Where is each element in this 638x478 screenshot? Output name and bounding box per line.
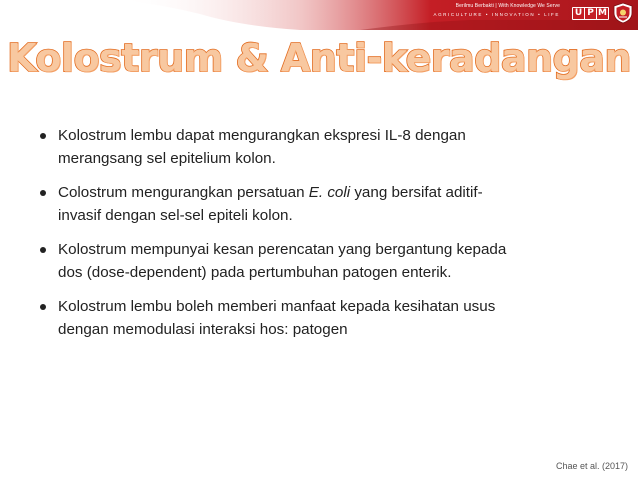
logo-letter-p: P <box>585 8 596 19</box>
upm-logo <box>572 2 634 24</box>
bullet-italic-text: E. coli <box>308 184 351 201</box>
bullet-text: Kolostrum lembu boleh memberi manfaat kepada kesihatan usus dengan memodulasi interaksi hos: patogen <box>58 298 496 338</box>
bullet-dot-icon <box>40 304 46 310</box>
tagline-line-1: Berilmu Berbakti | With Knowledge We Serve <box>455 3 560 9</box>
bullet-dot-icon <box>40 247 46 253</box>
bullet-text-continued: yang bersifat aditif-invasif dengan sel-sel epiteli kolon. <box>58 184 483 224</box>
bullet-text: Kolostrum lembu dapat mengurangkan ekspresi IL-8 dengan merangsang sel epitelium kolon. <box>58 127 466 167</box>
slide-title: Kolostrum & Anti-keradangan <box>7 36 631 80</box>
bullet-item-1 <box>38 124 508 170</box>
bullet-item-4 <box>38 295 508 341</box>
tagline <box>360 4 560 18</box>
header-banner <box>0 0 638 30</box>
bullet-text: Colostrum mengurangkan persatuan <box>58 184 309 201</box>
bullet-item-3 <box>38 238 508 284</box>
citation: Chae et al. (2017) <box>555 461 628 471</box>
upm-crest-icon <box>612 2 634 24</box>
bullet-dot-icon <box>40 190 46 196</box>
logo-letter-m: M <box>598 7 607 18</box>
bullet-item-2 <box>38 181 508 227</box>
bullet-dot-icon <box>40 133 46 139</box>
upm-logo-letters <box>572 7 609 20</box>
bullet-list <box>38 124 508 352</box>
logo-letter-u: U <box>574 7 583 18</box>
bullet-text: Kolostrum mempunyai kesan perencatan yang bergantung kepada dos (dose-dependent) pada pertumbuhan patogen enterik. <box>58 241 507 281</box>
tagline-line-2: AGRICULTURE • INNOVATION • LIFE <box>433 12 560 17</box>
